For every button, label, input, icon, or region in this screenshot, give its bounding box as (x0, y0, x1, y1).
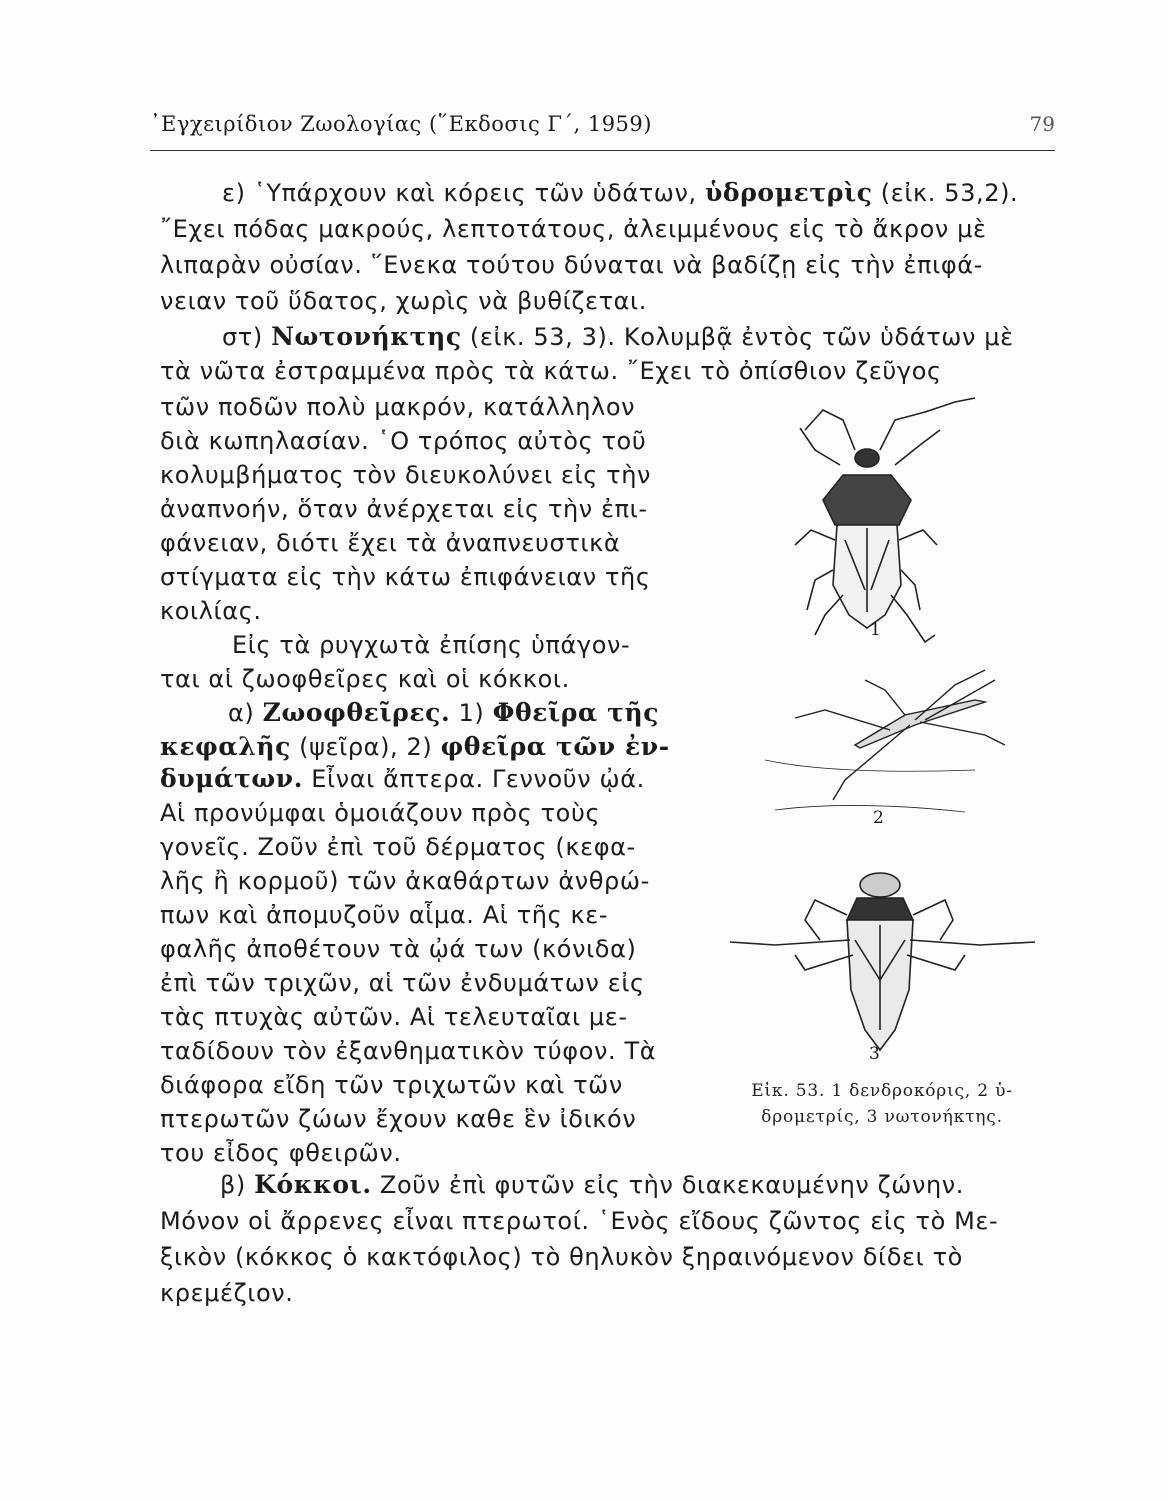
para-a-line-6: λῆς ἢ κορμοῦ) τῶν ἀκαθάρτων ἀνθρώ- (160, 867, 650, 895)
para-b-line-2: Μόνον οἱ ἄρρενες εἶναι πτερωτοί. ῾Ενὸς εἴδους ζῶντος εἰς τὸ Με- (160, 1207, 999, 1235)
term-hydrometra: ὑδρομετρὶς (704, 178, 873, 207)
para-st-line-5: κολυμβήματος τὸν διευκολύνει εἰς τὴν (160, 461, 652, 489)
para-a-line-13: πτερωτῶν ζώων ἔχουν καθε ἓν ἰδικόν (160, 1105, 637, 1133)
figure-label-3: 3 (869, 1044, 880, 1064)
para-e-line-3: λιπαρὰν οὐσίαν. ῞Ενεκα τούτου δύναται νὰ βαδίζῃ εἰς τὴν ἐπιφά- (160, 251, 983, 279)
para-a-line-14: του εἶδος φθειρῶν. (160, 1139, 402, 1167)
figure-label-1: 1 (870, 620, 881, 640)
figure-53 (715, 380, 1075, 1100)
para-a-line-4: Αἱ προνύμφαι ὁμοιάζουν πρὸς τοὺς (160, 799, 601, 827)
term-notonecta: Νωτονήκτης (271, 322, 462, 351)
para-st-line-4: διὰ κωπηλασίαν. ῾Ο τρόπος αὐτὸς τοῦ (160, 427, 647, 455)
para-a-line-11: ταδίδουν τὸν ἐξανθηματικὸν τύφον. Τὰ (160, 1037, 657, 1065)
para-rhyn-line-2: ται αἱ ζωοφθεῖρες καὶ οἱ κόκκοι. (160, 665, 570, 693)
para-b-line-4: κρεμέζιον. (160, 1279, 294, 1307)
header-rule (150, 150, 1055, 151)
term-body-louse: φθεῖρα τῶν ἐν- (440, 732, 670, 761)
para-a-line-10: τὰς πτυχὰς αὐτῶν. Αἱ τελευταῖαι με- (160, 1003, 628, 1031)
dendrokoris-drawing (795, 398, 975, 642)
caption-line-2: δρομετρίς, 3 νωτονήκτης. (761, 1107, 1003, 1127)
para-st-line-6: ἀναπνοήν, ὅταν ἀνέρχεται εἰς τὴν ἐπι- (160, 495, 648, 523)
para-st-line-1: στ) Νωτονήκτης (εἰκ. 53, 3). Κολυμβᾷ ἐντὸς τῶν ὑδάτων μὲ (222, 322, 1014, 351)
para-a-line-2: κεφαλῆς (ψεῖρα), 2) φθεῖρα τῶν ἐν- (160, 732, 670, 761)
para-e-line-2: ῎Εχει πόδας μακρούς, λεπτοτάτους, ἀλειμμένους εἰς τὸ ἄκρον μὲ (160, 215, 987, 243)
hydrometra-drawing (765, 670, 1005, 812)
para-e-line-1: ε) ῾Υπάρχουν καὶ κόρεις τῶν ὑδάτων, ὑδρομετρὶς (εἰκ. 53,2). (222, 178, 1019, 207)
para-a-line-5: γονεῖς. Ζοῦν ἐπὶ τοῦ δέρματος (κεφα- (160, 833, 636, 861)
term-head-louse: Φθεῖρα τῆς (492, 698, 660, 727)
para-st-line-8: στίγματα εἰς τὴν κάτω ἐπιφάνειαν τῆς (160, 563, 651, 591)
para-b-line-3: ξικὸν (κόκκος ὁ κακτόφιλος) τὸ θηλυκὸν ξηραινόμενον δίδει τὸ (160, 1243, 963, 1271)
para-a-line-9: ἐπὶ τῶν τριχῶν, αἱ τῶν ἐνδυμάτων εἰς (160, 969, 645, 997)
para-st-line-3: τῶν ποδῶν πολὺ μακρόν, κατάλληλον (160, 393, 636, 421)
term-coccids: Κόκκοι. (254, 1170, 372, 1199)
figure-caption (717, 1078, 1047, 1130)
para-b-line-1: β) Κόκκοι. Ζοῦν ἐπὶ φυτῶν εἰς τὴν διακεκαυμένην ζώνην. (220, 1170, 965, 1199)
para-a-line-7: πων καὶ ἀπομυζοῦν αἷμα. Αἱ τῆς κε- (160, 901, 609, 929)
term-lice: Ζωοφθεῖρες. (262, 698, 451, 727)
para-a-line-3: δυμάτων. Εἶναι ἄπτερα. Γεννοῦν ᾠά. (160, 764, 645, 793)
para-rhyn-line-1: Εἰς τὰ ρυγχωτὰ ἐπίσης ὑπάγον- (232, 631, 631, 659)
para-a-line-12: διάφορα εἴδη τῶν τριχωτῶν καὶ τῶν (160, 1071, 623, 1099)
para-st-line-2: τὰ νῶτα ἐστραμμένα πρὸς τὰ κάτω. ῎Εχει τὸ ὀπίσθιον ζεῦγος (160, 357, 942, 385)
caption-line-1: Εἰκ. 53. 1 δενδροκόρις, 2 ὑ- (751, 1081, 1013, 1101)
para-a-line-1: α) Ζωοφθεῖρες. 1) Φθεῖρα τῆς (228, 698, 660, 727)
page-number: 79 (1029, 112, 1055, 136)
page-header (150, 112, 1055, 152)
para-st-line-7: φάνειαν, διότι ἔχει τὰ ἀναπνευστικὰ (160, 529, 621, 557)
insect-illustrations (715, 380, 1075, 1100)
para-e-line-4: νειαν τοῦ ὕδατος, χωρὶς νὰ βυθίζεται. (160, 287, 648, 315)
book-title: ᾿Εγχειρίδιον Ζωολογίας (῞Εκδοσις Γ΄, 1959) (150, 112, 652, 136)
para-st-line-9: κοιλίας. (160, 597, 262, 625)
notonecta-drawing (730, 873, 1035, 1050)
figure-label-2: 2 (873, 808, 884, 828)
para-a-line-8: φαλῆς ἀποθέτουν τὰ ᾠά των (κόνιδα) (160, 935, 637, 963)
